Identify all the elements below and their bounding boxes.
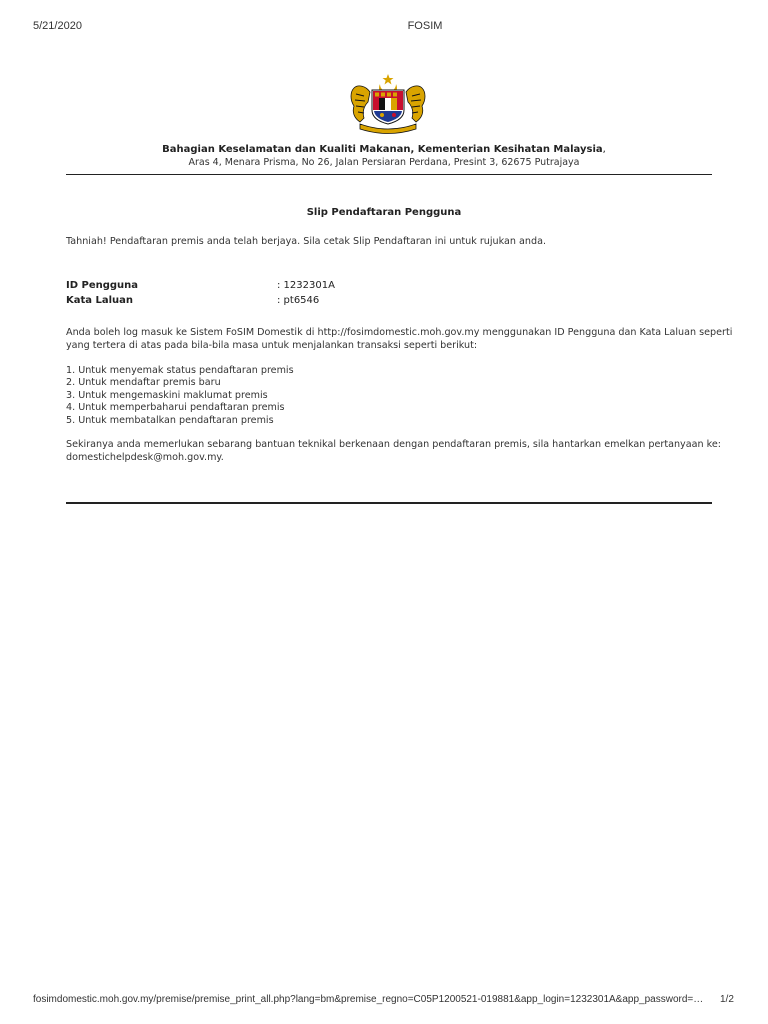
organization-name: Bahagian Keselamatan dan Kualiti Makanan, Kementerian Kesihatan Malaysia, [162, 144, 606, 155]
slip-bottom-divider [66, 502, 712, 504]
list-item: 5. Untuk membatalkan pendaftaran premis [66, 414, 274, 426]
letterhead-divider [66, 174, 712, 175]
list-item: 4. Untuk memperbaharui pendaftaran premis [66, 402, 285, 414]
login-info-line-1: Anda boleh log masuk ke Sistem FoSIM Domestik di http://fosimdomestic.moh.gov.my menggunakan ID Pengguna dan Kata Laluan seperti [66, 327, 733, 338]
help-text-line-1: Sekiranya anda memerlukan sebarang bantuan teknikal berkenaan dengan pendaftaran premis, sila hantarkan emelkan pertanyaan ke: [66, 439, 721, 450]
list-item: 3. Untuk mengemaskini maklumat premis [66, 389, 268, 401]
congratulation-text: Tahniah! Pendaftaran premis anda telah berjaya. Sila cetak Slip Pendaftaran ini untuk rujukan anda. [66, 236, 547, 247]
login-info-line-2: yang tertera di atas pada bila-bila masa untuk menjalankan transaksi seperti berikut: [66, 340, 478, 351]
organization-address: Aras 4, Menara Prisma, No 26, Jalan Persiaran Perdana, Presint 3, 62675 Putrajaya [188, 157, 580, 168]
password-value: : pt6546 [277, 295, 320, 306]
print-date: 5/21/2020 [33, 20, 82, 32]
print-url: fosimdomestic.moh.gov.my/premise/premise_print_all.php?lang=bm&premise_regno=C05P1200521-019881&app_login=1232301A&app_password=… [33, 994, 704, 1005]
user-id-value: : 1232301A [277, 280, 335, 291]
list-item: 1. Untuk menyemak status pendaftaran premis [66, 365, 294, 376]
list-item: 2. Untuk mendaftar premis baru [66, 377, 221, 389]
page-number: 1/2 [720, 994, 734, 1005]
slip-title: Slip Pendaftaran Pengguna [306, 207, 462, 218]
user-id-label: ID Pengguna [66, 280, 139, 291]
transaction-list [66, 365, 294, 427]
password-label: Kata Laluan [66, 295, 134, 306]
malaysia-coat-of-arms-icon [346, 74, 430, 134]
helpdesk-email: domestichelpdesk@moh.gov.my. [66, 452, 224, 463]
print-page-title: FOSIM [407, 20, 443, 32]
